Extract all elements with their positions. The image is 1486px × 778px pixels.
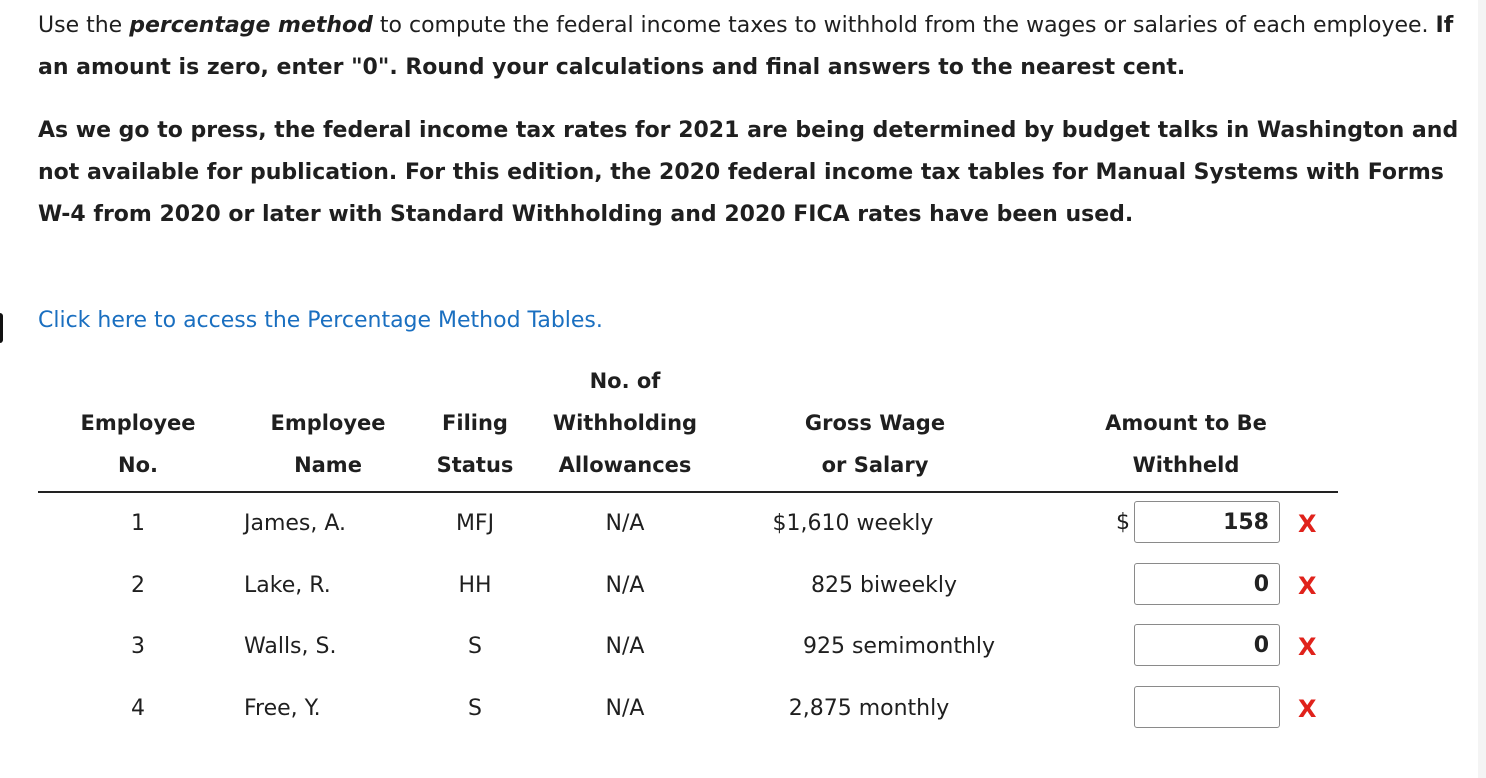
gross-wage: 925 semimonthly (802, 634, 996, 659)
header-employee-name (258, 402, 398, 486)
gross-wage: $1,610 weekly (772, 511, 934, 536)
header-text: Allowances (558, 453, 692, 477)
header-text: Withheld (1132, 453, 1240, 477)
allowances: N/A (605, 696, 645, 721)
header-text: Withholding (552, 411, 698, 435)
dollar-sign: $ (1116, 510, 1130, 535)
incorrect-icon: X (1298, 695, 1317, 723)
employee-no: 3 (131, 634, 145, 659)
amount-input-2[interactable] (1134, 563, 1280, 605)
instructions (38, 5, 1458, 89)
filing-status: HH (458, 573, 492, 598)
header-text: Status (436, 453, 514, 477)
gross-wage: 825 biweekly (811, 573, 957, 598)
header-divider (38, 491, 1338, 493)
notice-paragraph: As we go to press, the federal income tax rates for 2021 are being determined by budget talks in Washington and not available for publication. For this edition, the 2020 federal income tax tables for Manual Systems with Forms W-4 from 2020 or later with Standard Withholding and 2020 FICA rates have been used. (38, 118, 1459, 227)
filing-status: S (468, 634, 482, 659)
incorrect-icon: X (1298, 572, 1317, 600)
employee-no: 4 (131, 696, 145, 721)
amount-input-4[interactable] (1134, 686, 1280, 728)
employee-name: Free, Y. (244, 696, 321, 721)
method-emphasis: percentage method (129, 13, 373, 38)
header-gross-wage (775, 402, 975, 486)
employee-no: 2 (131, 573, 145, 598)
header-employee-no (70, 402, 206, 486)
header-text: Name (294, 453, 362, 477)
filing-status: S (468, 696, 482, 721)
rounding-note: If an amount is zero, enter "0". Round your calculations and final answers to the nearest cent. (38, 13, 1454, 80)
allowances: N/A (605, 634, 645, 659)
instructions-mid: to compute the federal income taxes to withhold from the wages or salaries of each employee. (372, 13, 1436, 38)
header-text: Filing (442, 411, 508, 435)
header-text: No. (118, 453, 158, 477)
edge-marker (0, 313, 3, 343)
header-filing-status (425, 402, 525, 486)
amount-input-1[interactable] (1134, 501, 1280, 543)
employee-no: 1 (131, 511, 145, 536)
employee-name: James, A. (244, 511, 347, 536)
header-text: Amount to Be (1105, 411, 1267, 435)
instructions-pre: Use the (38, 13, 130, 38)
header-text: Gross Wage (804, 411, 946, 435)
header-amount-withheld (1086, 402, 1286, 486)
gross-wage: 2,875 monthly (788, 696, 950, 721)
header-text: or Salary (821, 453, 929, 477)
header-text: Employee (270, 411, 386, 435)
scroll-gutter (1478, 0, 1486, 778)
allowances: N/A (605, 573, 645, 598)
header-text: Employee (80, 411, 196, 435)
header-text: No. of (589, 369, 661, 393)
allowances: N/A (605, 511, 645, 536)
incorrect-icon: X (1298, 510, 1317, 538)
header-allowances (540, 360, 710, 486)
percentage-tables-link[interactable]: Click here to access the Percentage Method Tables. (38, 308, 603, 333)
employee-name: Walls, S. (244, 634, 337, 659)
filing-status: MFJ (455, 511, 495, 536)
employee-name: Lake, R. (244, 573, 331, 598)
amount-input-3[interactable] (1134, 624, 1280, 666)
incorrect-icon: X (1298, 633, 1317, 661)
